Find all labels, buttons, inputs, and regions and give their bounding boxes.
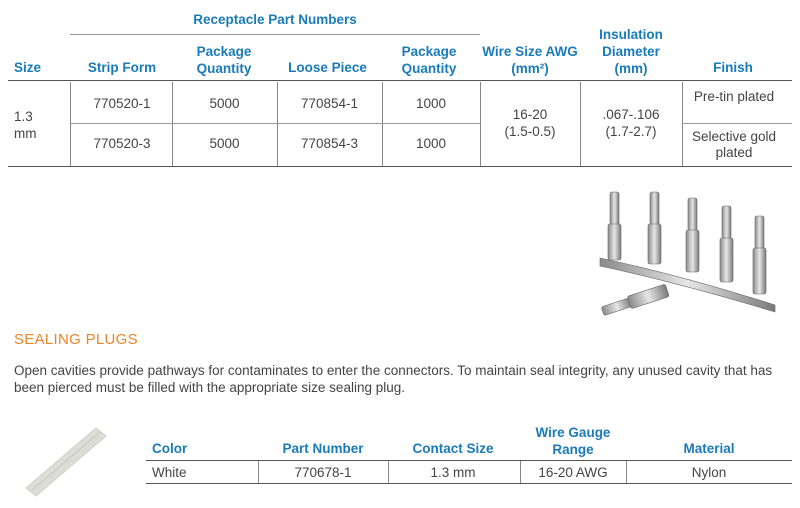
- row2-finish: Selective gold plated: [691, 129, 777, 160]
- sealing-description: Open cavities provide pathways for contaminates to enter the connectors. To maintain seal integrity, any unused cavity that has been pierced must be filled with the appropriate size sealing plug.: [14, 363, 773, 395]
- row1-loose-piece: 770854-1: [300, 96, 359, 111]
- row2-package-qty-2: 1000: [415, 136, 447, 151]
- col-header-package-qty-2: Package Quantity: [401, 44, 457, 76]
- grid-vline: [580, 82, 581, 166]
- row-divider: [70, 123, 480, 124]
- insulation-inch: .067-.106: [602, 107, 660, 122]
- grid-vline: [388, 461, 389, 483]
- row-divider: [682, 123, 792, 124]
- col-header-size: Size: [14, 60, 42, 75]
- seal-col-header-part-number: Part Number: [282, 441, 364, 456]
- grid-vline: [70, 82, 71, 166]
- row2-loose-piece: 770854-3: [300, 136, 359, 151]
- row1-package-qty-1: 5000: [209, 96, 240, 111]
- seal-contact-size-value: 1.3 mm: [430, 465, 476, 480]
- insulation-mm: (1.7-2.7): [605, 124, 657, 139]
- col-header-package-qty-1: Package Quantity: [196, 44, 252, 76]
- grid-vline: [258, 461, 259, 483]
- grid-vline: [382, 82, 383, 166]
- col-header-wire-size: Wire Size AWG (mm²): [482, 44, 578, 76]
- row2-package-qty-1: 5000: [209, 136, 240, 151]
- row1-package-qty-2: 1000: [415, 96, 447, 111]
- group-header-divider: [70, 34, 480, 35]
- seal-col-header-contact-size: Contact Size: [412, 441, 494, 456]
- grid-vline: [626, 461, 627, 483]
- wire-size-mm: (1.5-0.5): [504, 124, 556, 139]
- header-bottom-rule: [8, 80, 792, 81]
- wire-size-awg: 16-20: [512, 107, 548, 122]
- sealing-plug-image: [18, 420, 118, 500]
- seal-color-value: White: [152, 465, 187, 480]
- row1-strip-form: 770520-1: [93, 96, 151, 111]
- seal-col-header-material: Material: [683, 441, 735, 456]
- receptacle-group-header: Receptacle Part Numbers: [193, 12, 357, 27]
- col-header-loose-piece: Loose Piece: [288, 60, 367, 75]
- grid-vline: [172, 82, 173, 166]
- seal-wire-gauge-value: 16-20 AWG: [538, 465, 608, 480]
- col-header-strip-form: Strip Form: [87, 60, 157, 75]
- seal-material-value: Nylon: [691, 465, 727, 480]
- terminal-strip-image: [590, 180, 790, 320]
- grid-vline: [480, 82, 481, 166]
- col-header-finish: Finish: [713, 60, 753, 75]
- seal-table-bottom-rule: [146, 483, 792, 484]
- sealing-plugs-title: SEALING PLUGS: [14, 331, 138, 348]
- grid-vline: [682, 82, 683, 166]
- grid-vline: [277, 82, 278, 166]
- row1-finish: Pre-tin plated: [693, 89, 775, 104]
- seal-col-header-wire-gauge: Wire Gauge Range: [535, 425, 611, 457]
- size-value: 1.3 mm: [14, 109, 37, 141]
- seal-col-header-color: Color: [152, 441, 188, 456]
- row2-strip-form: 770520-3: [93, 136, 151, 151]
- table-bottom-rule: [8, 166, 792, 167]
- grid-vline: [520, 461, 521, 483]
- seal-part-number-value: 770678-1: [294, 465, 352, 480]
- seal-header-rule: [146, 460, 792, 461]
- col-header-insulation: Insulation Diameter (mm): [599, 27, 663, 76]
